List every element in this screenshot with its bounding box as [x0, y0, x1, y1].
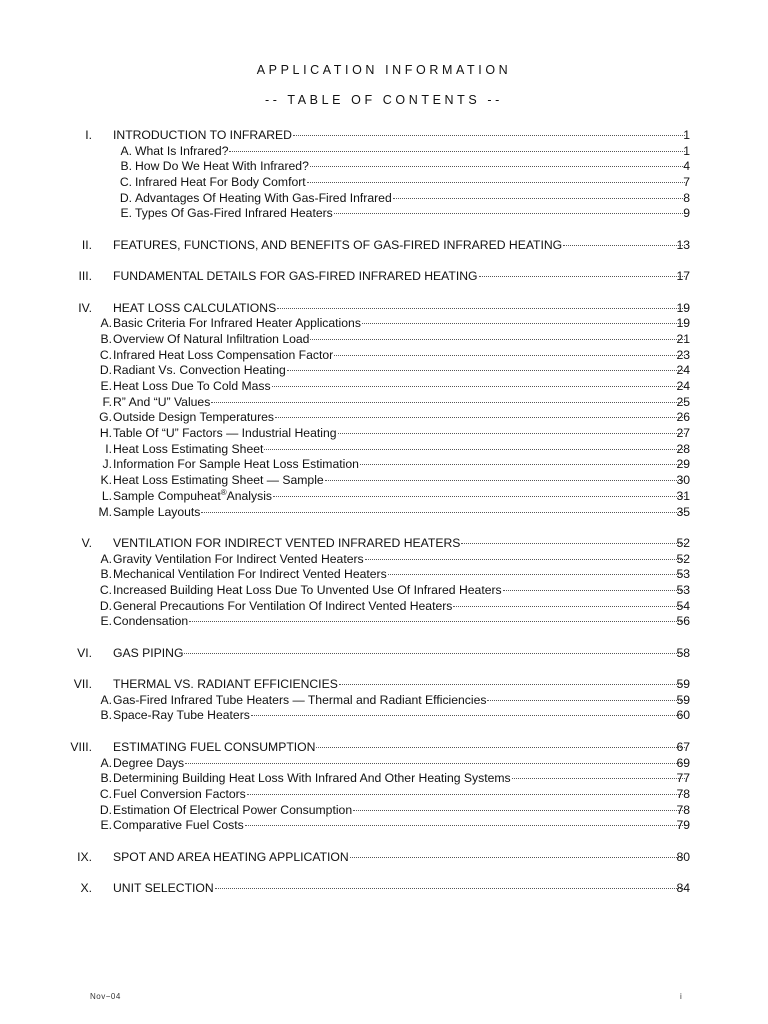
- toc-entry-label-line: [113, 881, 686, 897]
- dot-leader: [487, 700, 685, 701]
- toc-entry-row: [0, 206, 768, 222]
- toc-entry-number: A.: [100, 316, 112, 331]
- toc-entry-title: [113, 708, 250, 724]
- toc-page-number: 59: [676, 692, 690, 707]
- toc-entry-label-line: [113, 457, 686, 473]
- dot-leader: [334, 355, 685, 356]
- dot-leader: [353, 810, 685, 811]
- toc-entry-label-line: [113, 379, 686, 395]
- toc-entry-row: [0, 771, 768, 787]
- toc-entry-label: SPOT AND AREA HEATING APPLICATION: [113, 849, 349, 864]
- toc-page-number: 78: [676, 802, 690, 817]
- toc-entry-label-line: [113, 771, 686, 787]
- toc-entry-title: [113, 881, 214, 897]
- toc-section-row: [0, 238, 768, 254]
- toc-entry-row: [0, 426, 768, 442]
- dot-leader: [264, 449, 685, 450]
- dot-leader: [453, 606, 685, 607]
- dot-leader: [362, 323, 685, 324]
- toc-entry-label: FEATURES, FUNCTIONS, AND BENEFITS OF GAS-FIRED INFRARED HEATING: [113, 237, 563, 252]
- toc-entry-number: B.: [100, 708, 112, 723]
- toc-page-number: 78: [676, 786, 690, 801]
- toc-entry-number: C.: [119, 175, 132, 190]
- toc-entry-row: [0, 693, 768, 709]
- dot-leader: [272, 386, 685, 387]
- dot-leader: [334, 213, 685, 214]
- toc-entry-number: IV.: [78, 300, 92, 315]
- toc-entry-number: B.: [100, 771, 112, 786]
- toc-entry-label: Heat Loss Estimating Sheet: [113, 441, 264, 456]
- dot-leader: [211, 402, 685, 403]
- toc-entry-number: A.: [120, 143, 132, 158]
- dot-leader: [393, 198, 685, 199]
- toc-entry-label: INTRODUCTION TO INFRARED: [113, 128, 292, 142]
- toc-entry-number: D.: [99, 802, 112, 817]
- toc-entry-row: [0, 175, 768, 191]
- toc-entry-title: [113, 410, 274, 426]
- toc-entry-label: Outside Design Temperatures: [113, 410, 275, 425]
- toc-entry-number: VI.: [77, 645, 92, 660]
- dot-leader: [189, 621, 685, 622]
- toc-entry-label-line: [113, 348, 686, 364]
- toc-page-number: 30: [676, 473, 690, 488]
- toc-entry-row: [0, 567, 768, 583]
- toc-entry-number: III.: [78, 269, 92, 284]
- toc-section-row: [0, 881, 768, 897]
- toc-section: [0, 646, 768, 662]
- toc-entry-number: D.: [119, 190, 132, 205]
- dot-leader: [316, 747, 685, 748]
- toc-entry-label-line: [113, 740, 686, 756]
- toc-entry-title: [113, 426, 337, 442]
- toc-section: [0, 740, 768, 834]
- toc-entry-number: H.: [99, 426, 112, 441]
- toc-page-number: 35: [676, 504, 690, 519]
- toc-entry-row: [0, 818, 768, 834]
- toc-entry-label-suffix: Analysis: [226, 488, 273, 503]
- dot-leader: [185, 763, 685, 764]
- toc-entry-row: [0, 756, 768, 772]
- toc-section: [0, 536, 768, 630]
- toc-entry-number: E.: [100, 818, 112, 833]
- toc-entry-label-line: [135, 175, 686, 191]
- toc-entry-title: [113, 803, 352, 819]
- toc-entry-label: Estimation Of Electrical Power Consumption: [113, 802, 353, 817]
- toc-page-number: 24: [676, 379, 690, 393]
- toc-entry-number: J.: [102, 457, 112, 472]
- toc-entry-number: V.: [81, 535, 92, 550]
- toc-entry-title: [113, 646, 183, 662]
- toc-entry-number: E.: [100, 379, 112, 393]
- toc-entry-label: How Do We Heat With Infrared?: [135, 159, 309, 174]
- toc-entry-label-line: [113, 677, 686, 693]
- document-subtitle: -- TABLE OF CONTENTS --: [265, 93, 503, 107]
- toc-entry-label: Infrared Heat Loss Compensation Factor: [113, 347, 334, 362]
- toc-section-row: [0, 269, 768, 285]
- toc-entry-title: [113, 395, 210, 411]
- toc-entry-number: C.: [99, 786, 112, 801]
- toc-entry-label: Table Of “U” Factors — Industrial Heating: [113, 426, 337, 441]
- toc-entry-number: A.: [100, 755, 112, 770]
- toc-entry-label: UNIT SELECTION: [113, 881, 214, 895]
- toc-section: [0, 269, 768, 285]
- toc-entry-number: L.: [101, 488, 112, 503]
- toc-entry-label: Heat Loss Estimating Sheet — Sample: [113, 473, 324, 488]
- toc-entry-label: ESTIMATING FUEL CONSUMPTION: [113, 739, 316, 754]
- toc-page-number: 13: [676, 237, 690, 252]
- toc-entry-row: [0, 395, 768, 411]
- toc-entry-title: [113, 348, 333, 364]
- toc-entry-label-line: [113, 363, 686, 379]
- toc-page-number: 56: [676, 614, 690, 629]
- toc-entry-label: Degree Days: [113, 755, 185, 770]
- toc-entry-title: [113, 457, 359, 473]
- toc-page-number: 84: [676, 881, 690, 895]
- toc-entry-title: [113, 614, 188, 630]
- toc-entry-number: K.: [100, 473, 112, 488]
- toc-entry-label: VENTILATION FOR INDIRECT VENTED INFRARED HEATERS: [113, 535, 461, 550]
- toc-page-number: 60: [676, 708, 690, 723]
- toc-entry-title: [113, 473, 324, 489]
- toc-entry-label-line: [113, 583, 686, 599]
- toc-entry-label: Gravity Ventilation For Indirect Vented Heaters: [113, 551, 364, 566]
- dot-leader: [479, 276, 685, 277]
- toc-entry-label-line: [113, 301, 686, 317]
- toc-entry-label: Gas-Fired Infrared Tube Heaters — Thermal and Radiant Efficiencies: [113, 692, 487, 707]
- dot-leader: [360, 464, 685, 465]
- toc-entry-title: [113, 489, 272, 505]
- toc-entry-label-line: [113, 473, 686, 489]
- toc-entry-label-line: [135, 144, 686, 160]
- toc-entry-number: C.: [99, 582, 112, 597]
- toc-entry-title: [113, 442, 263, 458]
- dot-leader: [184, 653, 685, 654]
- toc-entry-number: VIII.: [70, 739, 92, 754]
- toc-entry-row: [0, 379, 768, 395]
- toc-entry-title: [113, 238, 562, 254]
- toc-page-number: 8: [683, 190, 690, 205]
- toc-entry-number: X.: [80, 881, 92, 895]
- toc-entry-label-line: [113, 395, 686, 411]
- toc-entry-number: A.: [100, 551, 112, 566]
- toc-entry-label-line: [113, 818, 686, 834]
- toc-page-number: 19: [676, 300, 690, 315]
- toc-page-number: 52: [676, 535, 690, 550]
- dot-leader: [215, 888, 685, 889]
- toc-page-number: 1: [683, 128, 690, 142]
- toc-page-number: 27: [676, 426, 690, 441]
- toc-page-number: 52: [676, 551, 690, 566]
- toc-entry-row: [0, 803, 768, 819]
- dot-leader: [325, 480, 685, 481]
- toc-entry-label: R” And “U” Values: [113, 394, 211, 409]
- toc-entry-title: [113, 677, 338, 693]
- toc-entry-label: Comparative Fuel Costs: [113, 818, 244, 833]
- toc-entry-number: M.: [98, 504, 112, 519]
- toc-page-number: 80: [676, 849, 690, 864]
- toc-entry-label: Heat Loss Due To Cold Mass: [113, 379, 271, 393]
- toc-entry-label-line: [135, 191, 686, 207]
- toc-entry-label-line: [113, 489, 686, 505]
- toc-entry-label: Advantages Of Heating With Gas-Fired Infrared: [135, 190, 392, 205]
- toc-entry-label: Increased Building Heat Loss Due To Unvented Use Of Infrared Heaters: [113, 582, 502, 597]
- toc-entry-title: [135, 144, 228, 160]
- toc-entry-title: [113, 693, 486, 709]
- toc-page-number: 31: [676, 488, 690, 503]
- toc-section-row: [0, 850, 768, 866]
- toc-entry-label-line: [113, 536, 686, 552]
- dot-leader: [310, 339, 685, 340]
- toc-entry-number: D.: [99, 363, 112, 378]
- toc-entry-number: II.: [81, 237, 92, 252]
- toc-entry-number: E.: [100, 614, 112, 629]
- dot-leader: [251, 715, 685, 716]
- toc-entry-title: [113, 583, 502, 599]
- toc-entry-title: [113, 567, 387, 583]
- toc-page-number: 21: [676, 331, 690, 346]
- toc-entry-label-line: [113, 426, 686, 442]
- dot-leader: [338, 433, 685, 434]
- toc-section: [0, 128, 768, 222]
- toc-entry-number: B.: [120, 159, 132, 174]
- dot-leader: [461, 543, 685, 544]
- toc-entry-title: [113, 536, 460, 552]
- toc-entry-label: HEAT LOSS CALCULATIONS: [113, 300, 277, 315]
- toc-entry-number: G.: [99, 410, 112, 425]
- toc-entry-label-line: [113, 552, 686, 568]
- toc-entry-label: Condensation: [113, 614, 189, 629]
- toc-entry-label: THERMAL VS. RADIANT EFFICIENCIES: [113, 677, 338, 692]
- dot-leader: [273, 496, 685, 497]
- toc-page-number: 9: [683, 206, 690, 221]
- toc-entry-label-line: [113, 505, 686, 521]
- toc-entry-number: F.: [102, 394, 112, 409]
- toc-entry-label-line: [113, 803, 686, 819]
- dot-leader: [245, 825, 685, 826]
- toc-entry-row: [0, 316, 768, 332]
- registered-mark: ®: [220, 487, 227, 497]
- toc-page-number: 69: [676, 755, 690, 770]
- toc-page-number: 23: [676, 347, 690, 362]
- toc-entry-label-line: [113, 567, 686, 583]
- toc-page-number: 79: [676, 818, 690, 833]
- toc-entry-number: IX.: [77, 849, 92, 864]
- toc-entry-label-line: [113, 693, 686, 709]
- toc-entry-label: Fuel Conversion Factors: [113, 786, 246, 801]
- toc-entry-title: [113, 787, 246, 803]
- toc-section: [0, 301, 768, 521]
- toc-entry-title: [113, 552, 364, 568]
- toc-entry-label-line: [113, 332, 686, 348]
- toc-entry-row: [0, 457, 768, 473]
- toc-entry-label-line: [113, 850, 686, 866]
- table-of-contents: [0, 128, 768, 912]
- toc-section: [0, 238, 768, 254]
- toc-entry-number: B.: [100, 567, 112, 582]
- toc-entry-label: Mechanical Ventilation For Indirect Vented Heaters: [113, 567, 387, 582]
- toc-entry-label: Sample Compuheat: [113, 488, 221, 503]
- toc-entry-label: Basic Criteria For Infrared Heater Applications: [113, 316, 361, 331]
- toc-entry-title: [113, 599, 452, 615]
- toc-entry-label-line: [113, 316, 686, 332]
- toc-page-number: 67: [676, 739, 690, 754]
- toc-page-number: 25: [676, 394, 690, 409]
- toc-page-number: 4: [683, 159, 690, 174]
- toc-entry-title: [113, 818, 244, 834]
- toc-entry-label-line: [113, 410, 686, 426]
- toc-entry-title: [113, 771, 511, 787]
- toc-entry-title: [113, 269, 478, 285]
- toc-entry-label: Overview Of Natural Infiltration Load: [113, 331, 310, 346]
- toc-entry-number: VII.: [73, 677, 92, 692]
- toc-entry-label: FUNDAMENTAL DETAILS FOR GAS-FIRED INFRARED HEATING: [113, 269, 478, 284]
- toc-entry-row: [0, 787, 768, 803]
- toc-entry-title: [135, 191, 392, 207]
- dot-leader: [307, 182, 685, 183]
- toc-page-number: 59: [676, 677, 690, 692]
- toc-entry-row: [0, 442, 768, 458]
- toc-entry-number: A.: [100, 692, 112, 707]
- toc-entry-title: [113, 505, 200, 521]
- toc-entry-row: [0, 159, 768, 175]
- toc-entry-number: B.: [100, 331, 112, 346]
- toc-section-row: [0, 301, 768, 317]
- toc-entry-number: I.: [105, 441, 112, 456]
- toc-section-row: [0, 646, 768, 662]
- dot-leader: [365, 559, 685, 560]
- toc-entry-row: [0, 363, 768, 379]
- toc-entry-label-line: [113, 269, 686, 285]
- toc-page-number: 77: [676, 771, 690, 786]
- toc-entry-label: What Is Infrared?: [135, 143, 229, 158]
- toc-entry-title: [135, 175, 306, 191]
- toc-entry-row: [0, 614, 768, 630]
- toc-entry-title: [135, 159, 309, 175]
- toc-entry-row: [0, 583, 768, 599]
- toc-entry-label: Space-Ray Tube Heaters: [113, 708, 250, 723]
- toc-entry-row: [0, 410, 768, 426]
- toc-entry-title: [135, 206, 333, 222]
- toc-entry-title: [113, 756, 184, 772]
- toc-section-row: [0, 128, 768, 144]
- toc-entry-title: [113, 301, 276, 317]
- footer-page-number: i: [680, 992, 682, 1001]
- dot-leader: [350, 857, 685, 858]
- toc-entry-label: Radiant Vs. Convection Heating: [113, 363, 286, 378]
- toc-entry-row: [0, 489, 768, 505]
- dot-leader: [247, 794, 685, 795]
- toc-entry-number: D.: [99, 598, 112, 613]
- dot-leader: [275, 417, 685, 418]
- toc-section: [0, 881, 768, 897]
- toc-entry-label: Infrared Heat For Body Comfort: [135, 175, 306, 190]
- toc-page-number: 19: [676, 316, 690, 331]
- toc-page-number: 28: [676, 441, 690, 456]
- toc-page-number: 24: [676, 363, 690, 378]
- dot-leader: [201, 512, 685, 513]
- toc-page-number: 54: [676, 598, 690, 613]
- footer-date: Nov−04: [90, 992, 121, 1001]
- dot-leader: [229, 151, 685, 152]
- toc-entry-title: [113, 379, 271, 395]
- toc-entry-label-line: [113, 128, 686, 144]
- toc-entry-label-line: [113, 599, 686, 615]
- dot-leader: [339, 684, 685, 685]
- dot-leader: [287, 370, 685, 371]
- dot-leader: [293, 135, 685, 136]
- toc-entry-row: [0, 505, 768, 521]
- toc-entry-label-line: [135, 206, 686, 222]
- dot-leader: [310, 166, 685, 167]
- toc-section-row: [0, 536, 768, 552]
- toc-entry-label-line: [113, 787, 686, 803]
- toc-entry-row: [0, 708, 768, 724]
- toc-page-number: 53: [676, 567, 690, 582]
- toc-entry-row: [0, 599, 768, 615]
- toc-entry-title: [113, 316, 361, 332]
- toc-entry-title: [113, 332, 309, 348]
- document-title: APPLICATION INFORMATION: [256, 63, 512, 77]
- toc-entry-title: [113, 740, 315, 756]
- toc-entry-number: E.: [120, 206, 132, 221]
- toc-page-number: 29: [676, 457, 690, 472]
- toc-section-row: [0, 677, 768, 693]
- toc-entry-row: [0, 144, 768, 160]
- toc-page-number: 17: [676, 269, 690, 284]
- toc-entry-title: [113, 850, 349, 866]
- toc-entry-label-line: [135, 159, 686, 175]
- toc-page-number: 58: [676, 645, 690, 660]
- toc-entry-label-line: [113, 646, 686, 662]
- toc-entry-title: [113, 363, 286, 379]
- dot-leader: [277, 308, 685, 309]
- toc-page-number: 1: [683, 143, 690, 158]
- toc-section: [0, 677, 768, 724]
- toc-entry-number: C.: [99, 347, 112, 362]
- dot-leader: [503, 590, 685, 591]
- toc-entry-row: [0, 332, 768, 348]
- toc-entry-label: Determining Building Heat Loss With Infrared And Other Heating Systems: [113, 771, 511, 786]
- toc-page-number: 7: [683, 175, 690, 190]
- toc-entry-label-line: [113, 614, 686, 630]
- toc-entry-label-line: [113, 238, 686, 254]
- toc-entry-label: Sample Layouts: [113, 504, 201, 519]
- toc-entry-title: [113, 128, 292, 144]
- toc-entry-label-line: [113, 442, 686, 458]
- toc-page-number: 53: [676, 582, 690, 597]
- toc-entry-number: I.: [85, 128, 92, 142]
- toc-section-row: [0, 740, 768, 756]
- toc-entry-label: GAS PIPING: [113, 645, 184, 660]
- toc-entry-label-line: [113, 756, 686, 772]
- toc-page-number: 26: [676, 410, 690, 425]
- toc-entry-row: [0, 552, 768, 568]
- toc-section: [0, 850, 768, 866]
- toc-entry-row: [0, 348, 768, 364]
- dot-leader: [388, 574, 685, 575]
- toc-entry-row: [0, 191, 768, 207]
- toc-entry-label: Types Of Gas-Fired Infrared Heaters: [135, 206, 333, 221]
- dot-leader: [512, 778, 685, 779]
- toc-entry-label: General Precautions For Ventilation Of Indirect Vented Heaters: [113, 598, 453, 613]
- toc-entry-row: [0, 473, 768, 489]
- toc-entry-label: Information For Sample Heat Loss Estimation: [113, 457, 359, 472]
- toc-entry-label-line: [113, 708, 686, 724]
